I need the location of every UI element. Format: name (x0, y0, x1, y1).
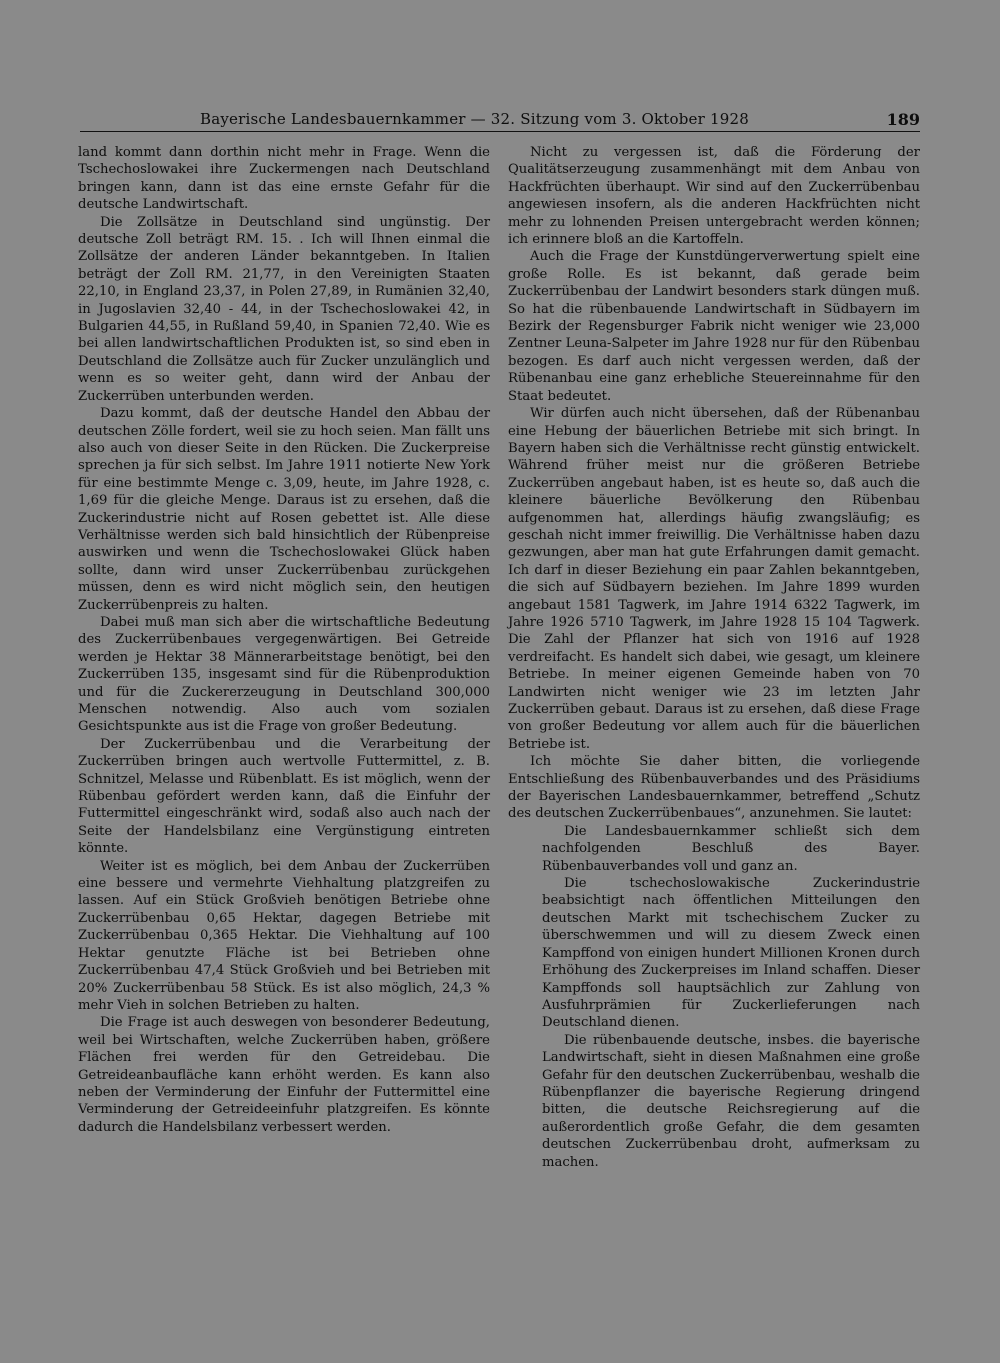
left-column (78, 144, 490, 1136)
paragraph: Die Zollsätze in Deutschland sind ungünstig. Der deutsche Zoll beträgt RM. 15. . Ich will Ihnen einmal die Zollsätze der anderen Länder bekanntgeben. In Italien beträgt der Zoll RM. 21,77, in den Vereinigten Staaten 22,10, in England 23,37, in Polen 27,89, in Rumänien 32,40, in Jugoslavien 32,40 - 44, in der Tschechoslowakei 42, in Bulgarien 44,55, in Rußland 59,40, in Spanien 72,40. Wie es bei allen landwirtschaftlichen Produkten ist, so sind eben in Deutschland die Zollsätze auch für Zucker unzulänglich und wenn es so weiter geht, dann wird der Anbau der Zuckerrüben unterbunden werden. (78, 214, 490, 404)
paragraph: Wir dürfen auch nicht übersehen, daß der Rübenanbau eine Hebung der bäuerlichen Betriebe mit sich bringt. In Bayern haben sich die Verhältnisse recht günstig entwickelt. Während früher meist nur die größeren Betriebe Zuckerrüben angebaut haben, ist es heute so, daß auch die kleinere bäuerliche Bevölkerung den Rübenbau aufgenommen hat, allerdings häufig zwangsläufig; es geschah nicht immer freiwillig. Die Verhältnisse haben dazu gezwungen, aber man hat gute Erfahrungen damit gemacht. Ich darf in dieser Beziehung ein paar Zahlen bekanntgeben, die sich auf Südbayern beziehen. Im Jahre 1899 wurden angebaut 1581 Tagwerk, im Jahre 1914 6322 Tagwerk, im Jahre 1926 5710 Tagwerk, im Jahre 1928 15 104 Tagwerk. Die Zahl der Pflanzer hat sich von 1916 auf 1928 verdreifacht. Es handelt sich dabei, wie gesagt, um kleinere Betriebe. In meiner eigenen Gemeinde haben von 70 Landwirten nicht weniger wie 23 im letzten Jahr Zuckerrüben gebaut. Daraus ist zu ersehen, daß diese Frage von großer Bedeutung vor allem auch für die bäuerlichen Betriebe ist. (508, 406, 920, 752)
paragraph: Der Zuckerrübenbau und die Verarbeitung der Zuckerrüben bringen auch wertvolle Futtermittel, z. B. Schnitzel, Melasse und Rübenblatt. Es ist möglich, wenn der Rübenbau gefördert werden kann, daß die Einfuhr der Futtermittel eingeschränkt wird, sodaß also auch nach der Seite der Handelsbilanz eine Vergünstigung eintreten könnte. (78, 736, 490, 857)
paragraph: Dazu kommt, daß der deutsche Handel den Abbau der deutschen Zölle fordert, weil sie zu hoch seien. Man fällt uns also auch von dieser Seite in den Rücken. Die Zuckerpreise sprechen ja für sich selbst. Im Jahre 1911 notierte New York für eine bestimmte Menge c. 3,09, heute, im Jahre 1928, c. 1,69 für die gleiche Menge. Daraus ist zu ersehen, daß die Zuckerindustrie nicht auf Rosen gebettet ist. Alle diese Verhältnisse werden sich bald hinsichtlich der Rübenpreise auswirken und wenn die Tschechoslowakei Glück haben sollte, dann wird unser Zuckerrübenbau zurückgehen müssen, denn es wird nicht möglich sein, den heutigen Zuckerrübenpreis zu halten. (78, 406, 490, 613)
paragraph: Auch die Frage der Kunstdüngerverwertung spielt eine große Rolle. Es ist bekannt, daß gerade beim Zuckerrübenbau der Landwirt besonders stark düngen muß. So hat die rübenbauende Landwirtschaft in Südbayern im Bezirk der Regensburger Fabrik nicht weniger wie 23,000 Zentner Leuna-Salpeter im Jahre 1928 nur für den Rübenbau bezogen. Es darf auch nicht vergessen werden, daß der Rübenanbau eine ganz erhebliche Steuereinnahme für den Staat bedeutet. (508, 249, 920, 404)
running-header (80, 110, 920, 132)
header-title: Bayerische Landesbauernkammer — 32. Sitzung vom 3. Oktober 1928 (200, 110, 749, 128)
header-rule (80, 131, 920, 132)
resolution-quote (508, 823, 920, 1171)
paragraph: Dabei muß man sich aber die wirtschaftliche Bedeutung des Zuckerrübenbaues vergegenwärtigen. Bei Getreide werden je Hektar 38 Männerarbeitstage benötigt, bei den Zuckerrüben 135, insgesamt sind für die Rübenproduktion und für die Zuckererzeugung in Deutschland 300,000 Menschen notwendig. Also auch vom sozialen Gesichtspunkte aus ist die Frage von großer Bedeutung. (78, 614, 490, 735)
paragraph: Ich möchte Sie daher bitten, die vorliegende Entschließung des Rübenbauverbandes und des Präsidiums der Bayerischen Landesbauernkammer, betreffend „Schutz des deutschen Zuckerrübenbaues“, anzunehmen. Sie lautet: (508, 754, 920, 822)
quote-paragraph: Die Landesbauernkammer schließt sich dem nachfolgenden Beschluß des Bayer. Rübenbauverbandes voll und ganz an. (542, 823, 920, 874)
paragraph: Nicht zu vergessen ist, daß die Förderung der Qualitätserzeugung zusammenhängt mit dem Anbau von Hackfrüchten überhaupt. Wir sind auf den Zuckerrübenbau angewiesen insofern, als die anderen Hackfrüchten nicht mehr zu lohnenden Preisen untergebracht werden können; ich erinnere bloß an die Kartoffeln. (508, 145, 920, 248)
paragraph: Weiter ist es möglich, bei dem Anbau der Zuckerrüben eine bessere und vermehrte Viehhaltung platzgreifen zu lassen. Auf ein Stück Großvieh benötigen Betriebe ohne Zuckerrübenbau 0,65 Hektar, dagegen Betriebe mit Zuckerrübenbau 0,365 Hektar. Die Viehhaltung auf 100 Hektar genutzte Fläche ist bei Betrieben ohne Zuckerrübenbau 47,4 Stück Großvieh und bei Betrieben mit 20% Zuckerrübenbau 58 Stück. Es ist also möglich, 24,3 % mehr Vieh in solchen Betrieben zu halten. (78, 858, 490, 1013)
quote-paragraph: Die tschechoslowakische Zuckerindustrie beabsichtigt nach öffentlichen Mitteilungen den deutschen Markt mit tschechischem Zucker zu überschwemmen und will zu diesem Zweck einen Kampffond von einigen hundert Millionen Kronen durch Erhöhung des Zuckerpreises im Inland schaffen. Dieser Kampffonds soll hauptsächlich zur Zahlung von Ausfuhrprämien für Zuckerlieferungen nach Deutschland dienen. (542, 876, 920, 1031)
page-number: 189 (886, 110, 920, 129)
paragraph: land kommt dann dorthin nicht mehr in Frage. Wenn die Tschechoslowakei ihre Zuckermengen nach Deutschland bringen kann, dann ist das eine ernste Gefahr für die deutsche Landwirtschaft. (78, 145, 490, 213)
paragraph: Die Frage ist auch deswegen von besonderer Bedeutung, weil bei Wirtschaften, welche Zuckerrüben haben, größere Flächen frei werden für den Getreidebau. Die Getreideanbaufläche kann erhöht werden. Es kann also neben der Verminderung der Einfuhr der Futtermittel eine Verminderung der Getreideeinfuhr platzgreifen. Es könnte dadurch die Handelsbilanz verbessert werden. (78, 1015, 490, 1135)
right-column (508, 144, 920, 1171)
quote-paragraph: Die rübenbauende deutsche, insbes. die bayerische Landwirtschaft, sieht in diesen Maßnahmen eine große Gefahr für den deutschen Zuckerrübenbau, weshalb die Rübenpflanzer die bayerische Regierung dringend bitten, die deutsche Reichsregierung auf die außerordentlich große Gefahr, die dem gesamten deutschen Zuckerrübenbau droht, aufmerksam zu machen. (542, 1032, 920, 1170)
